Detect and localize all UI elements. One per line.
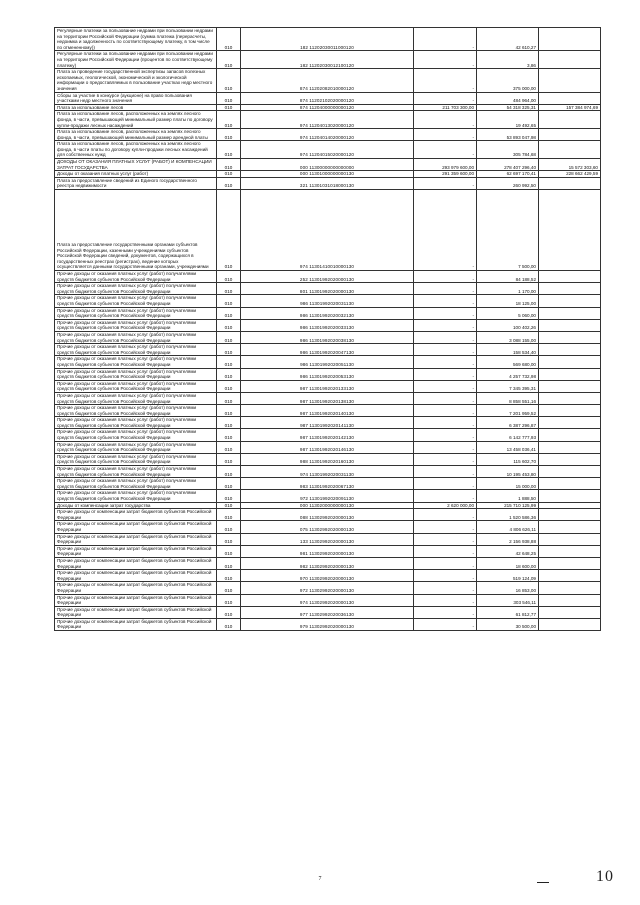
row-name-cell: Регулярные платежи за пользование недрами при пользовании недрами на территории Российской Федерации (процентов по соответствующему платежу) bbox=[55, 51, 217, 69]
table-row bbox=[55, 545, 601, 557]
row-budget-code-cell: 000 11300000000000000 bbox=[241, 159, 414, 171]
table-row bbox=[55, 356, 601, 368]
row-line-code-cell: 010 bbox=[217, 319, 241, 331]
row-line-code-cell: 010 bbox=[217, 533, 241, 545]
row-approved-cell: - bbox=[414, 141, 477, 159]
row-name-cell: ДОХОДЫ ОТ ОКАЗАНИЯ ПЛАТНЫХ УСЛУГ (РАБОТ) И КОМПЕНСАЦИИ ЗАТРАТ ГОСУДАРСТВА bbox=[55, 159, 217, 171]
row-executed-cell: 4 806 626,11 bbox=[477, 521, 539, 533]
row-name-cell: Плата за использование лесов, расположенных на землях лесного фонда, в части, превышающей минимальный размер арендной платы bbox=[55, 129, 217, 141]
row-approved-cell: - bbox=[414, 417, 477, 429]
row-executed-cell: 42 648,25 bbox=[477, 545, 539, 557]
row-approved-cell: - bbox=[414, 295, 477, 307]
row-line-code-cell: 010 bbox=[217, 177, 241, 189]
row-approved-cell: - bbox=[414, 453, 477, 465]
row-budget-code-cell: 987 11301992020141130 bbox=[241, 417, 414, 429]
row-name-cell: Прочие доходы от оказания платных услуг (работ) получателями средств бюджетов субъектов Российской Федерации bbox=[55, 466, 217, 478]
row-executed-cell: 3,86 bbox=[477, 51, 539, 69]
row-name-cell: Доходы от оказания платных услуг (работ) bbox=[55, 171, 217, 178]
row-executed-cell: 30 500,00 bbox=[477, 618, 539, 630]
row-approved-cell: - bbox=[414, 533, 477, 545]
row-executed-cell: 215 710 125,99 bbox=[477, 502, 539, 509]
table-row bbox=[55, 618, 601, 630]
table-row bbox=[55, 509, 601, 521]
row-line-code-cell: 010 bbox=[217, 502, 241, 509]
row-approved-cell: - bbox=[414, 478, 477, 490]
row-approved-cell: - bbox=[414, 368, 477, 380]
row-executed-cell: 13 458 036,41 bbox=[477, 441, 539, 453]
row-approved-cell: - bbox=[414, 177, 477, 189]
row-unexecuted-cell bbox=[539, 177, 601, 189]
row-budget-code-cell: 986 11301992020031130 bbox=[241, 295, 414, 307]
row-line-code-cell: 010 bbox=[217, 453, 241, 465]
table-row bbox=[55, 51, 601, 69]
row-unexecuted-cell bbox=[539, 490, 601, 502]
table-row bbox=[55, 466, 601, 478]
row-executed-cell: 7 500,00 bbox=[477, 190, 539, 271]
row-line-code-cell: 010 bbox=[217, 51, 241, 69]
row-name-cell: Доходы от компенсации затрат государства bbox=[55, 502, 217, 509]
row-unexecuted-cell bbox=[539, 453, 601, 465]
row-unexecuted-cell: 228 662 429,59 bbox=[539, 171, 601, 178]
row-budget-code-cell: 182 11202030012100120 bbox=[241, 51, 414, 69]
row-line-code-cell: 010 bbox=[217, 331, 241, 343]
row-approved-cell: - bbox=[414, 271, 477, 283]
row-budget-code-cell: 000 11301000000000130 bbox=[241, 171, 414, 178]
row-executed-cell: 2 156 938,88 bbox=[477, 533, 539, 545]
row-name-cell: Плата за использование лесов, расположенных на землях лесного фонда, в части платы по договору купли-продажи лесных насаждений для собственных нужд bbox=[55, 141, 217, 159]
row-budget-code-cell: 974 11204014020000120 bbox=[241, 129, 414, 141]
row-approved-cell: - bbox=[414, 356, 477, 368]
row-unexecuted-cell bbox=[539, 618, 601, 630]
row-executed-cell: 1 520 586,36 bbox=[477, 509, 539, 521]
table-row bbox=[55, 502, 601, 509]
table-row bbox=[55, 521, 601, 533]
row-name-cell: Прочие доходы от оказания платных услуг (работ) получателями средств бюджетов субъектов Российской Федерации bbox=[55, 417, 217, 429]
row-unexecuted-cell bbox=[539, 111, 601, 129]
row-executed-cell: 18 600,00 bbox=[477, 557, 539, 569]
row-line-code-cell: 010 bbox=[217, 521, 241, 533]
row-unexecuted-cell bbox=[539, 295, 601, 307]
row-unexecuted-cell bbox=[539, 69, 601, 92]
row-line-code-cell: 010 bbox=[217, 271, 241, 283]
row-name-cell: Прочие доходы от компенсации затрат бюджетов субъектов Российской Федерации bbox=[55, 557, 217, 569]
row-line-code-cell: 010 bbox=[217, 129, 241, 141]
row-name-cell: Прочие доходы от оказания платных услуг (работ) получателями средств бюджетов субъектов Российской Федерации bbox=[55, 453, 217, 465]
row-name-cell: Прочие доходы от оказания платных услуг (работ) получателями средств бюджетов субъектов Российской Федерации bbox=[55, 405, 217, 417]
table-row bbox=[55, 533, 601, 545]
table-row bbox=[55, 417, 601, 429]
table-row bbox=[55, 177, 601, 189]
table-row bbox=[55, 392, 601, 404]
row-budget-code-cell: 000 11302000000000130 bbox=[241, 502, 414, 509]
table-row bbox=[55, 141, 601, 159]
table-row bbox=[55, 271, 601, 283]
row-budget-code-cell: 974 11301410010000130 bbox=[241, 190, 414, 271]
row-name-cell: Прочие доходы от компенсации затрат бюджетов субъектов Российской Федерации bbox=[55, 533, 217, 545]
row-line-code-cell: 010 bbox=[217, 405, 241, 417]
row-approved-cell: - bbox=[414, 618, 477, 630]
row-unexecuted-cell bbox=[539, 545, 601, 557]
row-name-cell: Сборы за участие в конкурсе (аукционе) на право пользования участками недр местного значения bbox=[55, 92, 217, 104]
row-line-code-cell: 010 bbox=[217, 417, 241, 429]
row-executed-cell: 10 195 453,80 bbox=[477, 466, 539, 478]
row-line-code-cell: 010 bbox=[217, 509, 241, 521]
row-executed-cell: 19 492,65 bbox=[477, 111, 539, 129]
row-name-cell: Прочие доходы от оказания платных услуг (работ) получателями средств бюджетов субъектов Российской Федерации bbox=[55, 295, 217, 307]
row-unexecuted-cell bbox=[539, 380, 601, 392]
row-budget-code-cell: 133 11302992020000130 bbox=[241, 533, 414, 545]
table-row bbox=[55, 582, 601, 594]
table-row bbox=[55, 190, 601, 271]
row-budget-code-cell: 874 11202082010000120 bbox=[241, 69, 414, 92]
row-executed-cell: 305 784,68 bbox=[477, 141, 539, 159]
row-line-code-cell: 010 bbox=[217, 441, 241, 453]
row-line-code-cell: 010 bbox=[217, 283, 241, 295]
row-executed-cell: 54 318 325,31 bbox=[477, 104, 539, 111]
row-unexecuted-cell bbox=[539, 606, 601, 618]
row-name-cell: Прочие доходы от компенсации затрат бюджетов субъектов Российской Федерации bbox=[55, 570, 217, 582]
row-budget-code-cell: 977 11302992020036130 bbox=[241, 606, 414, 618]
row-executed-cell: 7 345 395,31 bbox=[477, 380, 539, 392]
row-executed-cell: 303 546,11 bbox=[477, 594, 539, 606]
row-budget-code-cell: 252 11301992020000130 bbox=[241, 271, 414, 283]
row-budget-code-cell: 986 11301992020038130 bbox=[241, 331, 414, 343]
row-budget-code-cell: 974 11204015020000120 bbox=[241, 141, 414, 159]
row-unexecuted-cell bbox=[539, 368, 601, 380]
row-approved-cell: - bbox=[414, 521, 477, 533]
row-name-cell: Прочие доходы от компенсации затрат бюджетов субъектов Российской Федерации bbox=[55, 509, 217, 521]
row-line-code-cell: 010 bbox=[217, 295, 241, 307]
row-unexecuted-cell bbox=[539, 533, 601, 545]
row-line-code-cell: 010 bbox=[217, 141, 241, 159]
row-executed-cell: 84 188,52 bbox=[477, 271, 539, 283]
row-executed-cell: 260 992,50 bbox=[477, 177, 539, 189]
row-budget-code-cell: 987 11301992020138130 bbox=[241, 392, 414, 404]
table-row bbox=[55, 307, 601, 319]
row-name-cell: Прочие доходы от оказания платных услуг (работ) получателями средств бюджетов субъектов Российской Федерации bbox=[55, 441, 217, 453]
row-unexecuted-cell bbox=[539, 594, 601, 606]
row-unexecuted-cell bbox=[539, 271, 601, 283]
row-line-code-cell: 010 bbox=[217, 190, 241, 271]
row-name-cell: Прочие доходы от компенсации затрат бюджетов субъектов Российской Федерации bbox=[55, 582, 217, 594]
row-unexecuted-cell bbox=[539, 557, 601, 569]
row-line-code-cell: 010 bbox=[217, 594, 241, 606]
row-unexecuted-cell bbox=[539, 478, 601, 490]
row-approved-cell: - bbox=[414, 129, 477, 141]
row-unexecuted-cell bbox=[539, 51, 601, 69]
row-line-code-cell: 010 bbox=[217, 557, 241, 569]
row-unexecuted-cell bbox=[539, 466, 601, 478]
table-row bbox=[55, 92, 601, 104]
table-row bbox=[55, 429, 601, 441]
row-name-cell: Прочие доходы от оказания платных услуг (работ) получателями средств бюджетов субъектов Российской Федерации bbox=[55, 319, 217, 331]
row-approved-cell: - bbox=[414, 307, 477, 319]
row-budget-code-cell: 182 11202030011000120 bbox=[241, 28, 414, 51]
footer-dash bbox=[537, 882, 549, 883]
row-unexecuted-cell bbox=[539, 190, 601, 271]
row-name-cell: Прочие доходы от оказания платных услуг (работ) получателями средств бюджетов субъектов Российской Федерации bbox=[55, 478, 217, 490]
row-unexecuted-cell bbox=[539, 331, 601, 343]
row-executed-cell: 18 125,00 bbox=[477, 295, 539, 307]
row-unexecuted-cell bbox=[539, 356, 601, 368]
row-budget-code-cell: 874 11202102020000120 bbox=[241, 92, 414, 104]
row-budget-code-cell: 986 11301992020033130 bbox=[241, 319, 414, 331]
row-name-cell: Плата за предоставление государственными органами субъектов Российской Федерации, казенными учреждениями субъектов Российской Федерации сведений, документов, содержащихся в государственных реестрах (регистрах), ведение которых осуществляется данными государственными органами, учреждениями bbox=[55, 190, 217, 271]
row-name-cell: Плата за использование лесов, расположенных на землях лесного фонда, в части, превышающей минимальный размер платы по договору купли-продажи лесных насаждений bbox=[55, 111, 217, 129]
row-line-code-cell: 010 bbox=[217, 618, 241, 630]
sheet-number: 10 bbox=[596, 868, 614, 885]
row-unexecuted-cell bbox=[539, 307, 601, 319]
table-row bbox=[55, 159, 601, 171]
table-row bbox=[55, 331, 601, 343]
row-line-code-cell: 010 bbox=[217, 171, 241, 178]
row-line-code-cell: 010 bbox=[217, 104, 241, 111]
row-name-cell: Плата за использование лесов bbox=[55, 104, 217, 111]
row-executed-cell: 61 812,77 bbox=[477, 606, 539, 618]
row-executed-cell: 7 201 959,52 bbox=[477, 405, 539, 417]
row-budget-code-cell: 987 11301992020142130 bbox=[241, 429, 414, 441]
row-line-code-cell: 010 bbox=[217, 69, 241, 92]
table-row bbox=[55, 104, 601, 111]
row-executed-cell: 115 602,70 bbox=[477, 453, 539, 465]
row-executed-cell: 8 858 551,16 bbox=[477, 392, 539, 404]
row-line-code-cell: 010 bbox=[217, 28, 241, 51]
row-approved-cell: - bbox=[414, 466, 477, 478]
row-budget-code-cell: 974 11302992020000130 bbox=[241, 594, 414, 606]
row-approved-cell: - bbox=[414, 111, 477, 129]
table-row bbox=[55, 171, 601, 178]
row-budget-code-cell: 986 11301992020047130 bbox=[241, 344, 414, 356]
row-budget-code-cell: 981 11302992020000130 bbox=[241, 545, 414, 557]
row-budget-code-cell: 986 11301992020051130 bbox=[241, 356, 414, 368]
table-row bbox=[55, 111, 601, 129]
row-executed-cell: 53 893 047,98 bbox=[477, 129, 539, 141]
row-line-code-cell: 010 bbox=[217, 582, 241, 594]
row-budget-code-cell: 321 11301031018000130 bbox=[241, 177, 414, 189]
table-row bbox=[55, 129, 601, 141]
row-approved-cell: - bbox=[414, 441, 477, 453]
row-unexecuted-cell bbox=[539, 570, 601, 582]
row-line-code-cell: 010 bbox=[217, 606, 241, 618]
row-executed-cell: 6 387 296,87 bbox=[477, 417, 539, 429]
row-line-code-cell: 010 bbox=[217, 111, 241, 129]
row-budget-code-cell: 987 11301992020146130 bbox=[241, 441, 414, 453]
row-approved-cell: - bbox=[414, 405, 477, 417]
table-row bbox=[55, 557, 601, 569]
table-row bbox=[55, 490, 601, 502]
row-name-cell: Прочие доходы от оказания платных услуг (работ) получателями средств бюджетов субъектов Российской Федерации bbox=[55, 380, 217, 392]
row-approved-cell: - bbox=[414, 190, 477, 271]
row-name-cell: Прочие доходы от компенсации затрат бюджетов субъектов Российской Федерации bbox=[55, 606, 217, 618]
row-line-code-cell: 010 bbox=[217, 478, 241, 490]
row-budget-code-cell: 986 11301992020032130 bbox=[241, 307, 414, 319]
table-row bbox=[55, 344, 601, 356]
row-executed-cell: 375 000,00 bbox=[477, 69, 539, 92]
row-approved-cell: - bbox=[414, 344, 477, 356]
row-unexecuted-cell bbox=[539, 441, 601, 453]
row-approved-cell: 2 620 000,00 bbox=[414, 502, 477, 509]
row-approved-cell: - bbox=[414, 582, 477, 594]
row-unexecuted-cell bbox=[539, 509, 601, 521]
row-name-cell: Прочие доходы от оказания платных услуг (работ) получателями средств бюджетов субъектов Российской Федерации bbox=[55, 283, 217, 295]
row-approved-cell: - bbox=[414, 28, 477, 51]
row-executed-cell: 158 534,40 bbox=[477, 344, 539, 356]
row-executed-cell: 484 964,00 bbox=[477, 92, 539, 104]
row-name-cell: Регулярные платежи за пользование недрами при пользовании недрами на территории Российской Федерации (сумма платежа (перерасчеты, недоимка и задолженность по соответствующему платежу, в том числе по отмененному)) bbox=[55, 28, 217, 51]
row-unexecuted-cell bbox=[539, 521, 601, 533]
row-name-cell: Прочие доходы от компенсации затрат бюджетов субъектов Российской Федерации bbox=[55, 545, 217, 557]
row-approved-cell: - bbox=[414, 331, 477, 343]
row-unexecuted-cell bbox=[539, 92, 601, 104]
row-budget-code-cell: 972 11302992020000130 bbox=[241, 582, 414, 594]
row-budget-code-cell: 088 11302992020000130 bbox=[241, 509, 414, 521]
row-line-code-cell: 010 bbox=[217, 392, 241, 404]
row-line-code-cell: 010 bbox=[217, 356, 241, 368]
row-executed-cell: 569 680,00 bbox=[477, 356, 539, 368]
table-row bbox=[55, 319, 601, 331]
row-unexecuted-cell bbox=[539, 502, 601, 509]
row-name-cell: Прочие доходы от оказания платных услуг (работ) получателями средств бюджетов субъектов Российской Федерации bbox=[55, 307, 217, 319]
row-approved-cell: - bbox=[414, 594, 477, 606]
row-executed-cell: 278 407 296,40 bbox=[477, 159, 539, 171]
row-budget-code-cell: 974 11301992020031130 bbox=[241, 466, 414, 478]
row-budget-code-cell: 972 11301992020091130 bbox=[241, 490, 414, 502]
row-name-cell: Прочие доходы от компенсации затрат бюджетов субъектов Российской Федерации bbox=[55, 618, 217, 630]
row-unexecuted-cell bbox=[539, 283, 601, 295]
row-name-cell: Плата за предоставление сведений из Единого государственного реестра недвижимости bbox=[55, 177, 217, 189]
table-row bbox=[55, 69, 601, 92]
row-unexecuted-cell bbox=[539, 405, 601, 417]
row-unexecuted-cell bbox=[539, 429, 601, 441]
row-line-code-cell: 010 bbox=[217, 570, 241, 582]
row-budget-code-cell: 801 11301992020000130 bbox=[241, 283, 414, 295]
table-row bbox=[55, 478, 601, 490]
row-name-cell: Прочие доходы от оказания платных услуг (работ) получателями средств бюджетов субъектов Российской Федерации bbox=[55, 429, 217, 441]
row-line-code-cell: 010 bbox=[217, 344, 241, 356]
row-approved-cell: 293 979 600,00 bbox=[414, 159, 477, 171]
row-approved-cell: - bbox=[414, 490, 477, 502]
table-row bbox=[55, 570, 601, 582]
row-approved-cell: - bbox=[414, 570, 477, 582]
row-budget-code-cell: 987 11301992020133130 bbox=[241, 380, 414, 392]
row-line-code-cell: 010 bbox=[217, 429, 241, 441]
row-unexecuted-cell: 157 384 974,69 bbox=[539, 104, 601, 111]
row-name-cell: Прочие доходы от оказания платных услуг (работ) получателями средств бюджетов субъектов Российской Федерации bbox=[55, 368, 217, 380]
row-line-code-cell: 010 bbox=[217, 490, 241, 502]
row-line-code-cell: 010 bbox=[217, 92, 241, 104]
row-executed-cell: 3 088 155,00 bbox=[477, 331, 539, 343]
row-executed-cell: 519 124,09 bbox=[477, 570, 539, 582]
row-executed-cell: 1 888,50 bbox=[477, 490, 539, 502]
table-row bbox=[55, 380, 601, 392]
row-executed-cell: 16 853,00 bbox=[477, 582, 539, 594]
row-unexecuted-cell bbox=[539, 417, 601, 429]
row-budget-code-cell: 970 11302992020000130 bbox=[241, 570, 414, 582]
row-name-cell: Прочие доходы от оказания платных услуг (работ) получателями средств бюджетов субъектов Российской Федерации bbox=[55, 271, 217, 283]
row-line-code-cell: 010 bbox=[217, 545, 241, 557]
row-approved-cell: - bbox=[414, 319, 477, 331]
row-approved-cell: 211 703 300,00 bbox=[414, 104, 477, 111]
row-approved-cell: - bbox=[414, 92, 477, 104]
row-name-cell: Прочие доходы от оказания платных услуг (работ) получателями средств бюджетов субъектов Российской Федерации bbox=[55, 392, 217, 404]
row-budget-code-cell: 983 11301992020067130 bbox=[241, 478, 414, 490]
row-unexecuted-cell bbox=[539, 392, 601, 404]
row-name-cell: Прочие доходы от оказания платных услуг (работ) получателями средств бюджетов субъектов Российской Федерации bbox=[55, 331, 217, 343]
page-number: 7 bbox=[318, 876, 322, 882]
row-budget-code-cell: 982 11302992020000130 bbox=[241, 557, 414, 569]
row-approved-cell: - bbox=[414, 509, 477, 521]
row-unexecuted-cell bbox=[539, 582, 601, 594]
row-budget-code-cell: 974 11204013020000120 bbox=[241, 111, 414, 129]
row-line-code-cell: 010 bbox=[217, 380, 241, 392]
row-name-cell: Плата за проведение государственной экспертизы запасов полезных ископаемых, геологической, экономической и экологической информации о предоставляемых в пользование участках недр местного значения bbox=[55, 69, 217, 92]
row-executed-cell: 5 060,00 bbox=[477, 307, 539, 319]
row-unexecuted-cell bbox=[539, 28, 601, 51]
row-approved-cell: - bbox=[414, 283, 477, 295]
row-budget-code-cell: 979 11302992020000130 bbox=[241, 618, 414, 630]
row-approved-cell: - bbox=[414, 380, 477, 392]
row-line-code-cell: 010 bbox=[217, 159, 241, 171]
row-name-cell: Прочие доходы от оказания платных услуг (работ) получателями средств бюджетов субъектов Российской Федерации bbox=[55, 490, 217, 502]
row-name-cell: Прочие доходы от компенсации затрат бюджетов субъектов Российской Федерации bbox=[55, 594, 217, 606]
row-name-cell: Прочие доходы от компенсации затрат бюджетов субъектов Российской Федерации bbox=[55, 521, 217, 533]
row-unexecuted-cell bbox=[539, 129, 601, 141]
row-approved-cell: - bbox=[414, 557, 477, 569]
row-line-code-cell: 010 bbox=[217, 307, 241, 319]
row-budget-code-cell: 988 11301992020160130 bbox=[241, 453, 414, 465]
row-name-cell: Прочие доходы от оказания платных услуг (работ) получателями средств бюджетов субъектов Российской Федерации bbox=[55, 344, 217, 356]
row-budget-code-cell: 987 11301992020140130 bbox=[241, 405, 414, 417]
row-budget-code-cell: 874 11204000000000120 bbox=[241, 104, 414, 111]
row-approved-cell: - bbox=[414, 429, 477, 441]
row-unexecuted-cell bbox=[539, 344, 601, 356]
row-approved-cell: - bbox=[414, 606, 477, 618]
row-line-code-cell: 010 bbox=[217, 368, 241, 380]
row-approved-cell: - bbox=[414, 69, 477, 92]
row-unexecuted-cell: 15 572 303,60 bbox=[539, 159, 601, 171]
row-budget-code-cell: 075 11302992020000130 bbox=[241, 521, 414, 533]
row-executed-cell: 100 402,26 bbox=[477, 319, 539, 331]
row-executed-cell: 4 257 732,98 bbox=[477, 368, 539, 380]
row-approved-cell: - bbox=[414, 545, 477, 557]
row-executed-cell: 62 697 170,41 bbox=[477, 171, 539, 178]
row-budget-code-cell: 986 11301992020053130 bbox=[241, 368, 414, 380]
table-row bbox=[55, 368, 601, 380]
row-executed-cell: 15 000,00 bbox=[477, 478, 539, 490]
table-row bbox=[55, 594, 601, 606]
row-approved-cell: - bbox=[414, 51, 477, 69]
table-row bbox=[55, 453, 601, 465]
row-line-code-cell: 010 bbox=[217, 466, 241, 478]
row-executed-cell: 42 610,27 bbox=[477, 28, 539, 51]
row-approved-cell: 291 359 600,00 bbox=[414, 171, 477, 178]
table-row bbox=[55, 28, 601, 51]
table-row bbox=[55, 295, 601, 307]
row-unexecuted-cell bbox=[539, 319, 601, 331]
row-approved-cell: - bbox=[414, 392, 477, 404]
table-row bbox=[55, 283, 601, 295]
row-executed-cell: 6 142 777,93 bbox=[477, 429, 539, 441]
revenue-table bbox=[54, 27, 601, 631]
table-row bbox=[55, 441, 601, 453]
row-unexecuted-cell bbox=[539, 141, 601, 159]
row-executed-cell: 1 170,00 bbox=[477, 283, 539, 295]
row-name-cell: Прочие доходы от оказания платных услуг (работ) получателями средств бюджетов субъектов Российской Федерации bbox=[55, 356, 217, 368]
table-row bbox=[55, 606, 601, 618]
table-row bbox=[55, 405, 601, 417]
